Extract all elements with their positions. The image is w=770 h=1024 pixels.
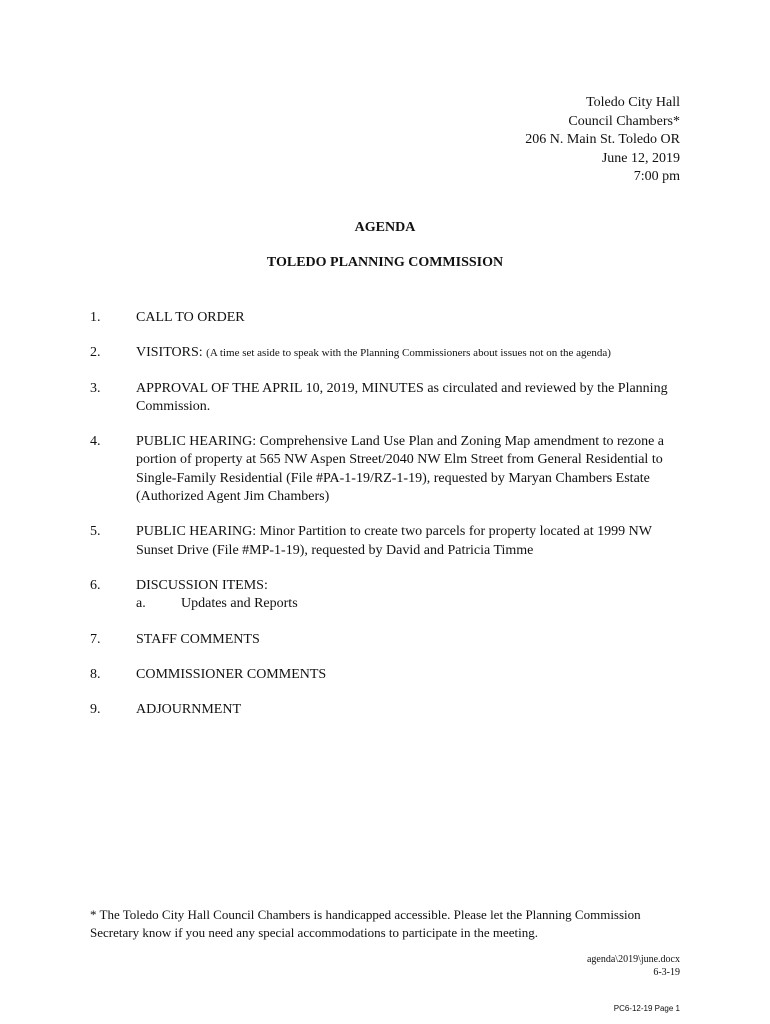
item-number: 1. [90, 310, 101, 325]
page-subtitle: TOLEDO PLANNING COMMISSION [266, 255, 504, 270]
item-text: APPROVAL OF THE APRIL 10, 2019, MINUTES as circulated and reviewed by the Planning Commission. [136, 380, 668, 414]
item-text-wrapper [136, 344, 690, 362]
item-text: STAFF COMMENTS [136, 631, 260, 647]
agenda-item [90, 523, 690, 560]
file-path: agenda\2019\june.docx [586, 954, 680, 965]
item-number: 4. [90, 434, 101, 450]
file-date: 6-3-19 [653, 967, 680, 978]
item-note: (A time set aside to speak with the Planning Commissioners about issues not on the agenda) [206, 347, 611, 360]
venue: Toledo City Hall [586, 95, 680, 110]
agenda-item [90, 344, 690, 362]
page-title: AGENDA [354, 220, 416, 235]
agenda-item [90, 701, 690, 719]
item-number: 9. [90, 702, 101, 718]
meeting-time: 7:00 pm [633, 169, 680, 184]
item-number: 8. [90, 666, 101, 682]
agenda-item [90, 577, 690, 614]
meeting-date: June 12, 2019 [601, 150, 680, 166]
item-text-wrapper [136, 577, 690, 614]
agenda-item [90, 380, 690, 417]
file-reference [587, 953, 680, 979]
item-text: DISCUSSION ITEMS: [136, 577, 268, 593]
item-text: CALL TO ORDER [136, 310, 245, 325]
meeting-info [525, 94, 680, 187]
sub-item [136, 595, 690, 613]
agenda-item [90, 309, 690, 327]
item-text: VISITORS: [136, 345, 203, 361]
item-number: 3. [90, 380, 101, 396]
item-text: COMMISSIONER COMMENTS [136, 666, 327, 682]
item-text: PUBLIC HEARING: Minor Partition to create two parcels for property located at 1999 NW Sunset Drive (File #MP-1-19), requested by David and Patricia Timme [136, 524, 652, 558]
item-number: 2. [90, 345, 101, 361]
room: Council Chambers* [568, 113, 680, 129]
agenda-item [90, 666, 690, 684]
address: 206 N. Main St. Toledo OR [525, 132, 680, 147]
item-text: PUBLIC HEARING: Comprehensive Land Use Plan and Zoning Map amendment to rezone a portion of property at 565 NW Aspen Street/2040 NW Elm Street from General Residential to Single-Family Residential (File #PA-1-19/RZ-1-19), requested by Maryan Chambers Estate (Authorized Agent Jim Chambers) [136, 434, 665, 505]
item-text: ADJOURNMENT [136, 702, 241, 718]
item-number: 7. [90, 631, 101, 647]
sub-item-letter: a. [136, 596, 146, 612]
item-number: 6. [90, 577, 101, 593]
item-number: 5. [90, 524, 101, 540]
sub-item-text: Updates and Reports [181, 596, 298, 612]
accessibility-footnote: * The Toledo City Hall Council Chambers is handicapped accessible. Please let the Planning Commission Secretary know if you need any special accommodations to participate in the meeting. [90, 907, 641, 940]
agenda-item [90, 433, 690, 506]
agenda-items [90, 309, 690, 736]
page-footer: PC6-12-19 Page 1 [613, 1004, 680, 1013]
agenda-item [90, 631, 690, 649]
